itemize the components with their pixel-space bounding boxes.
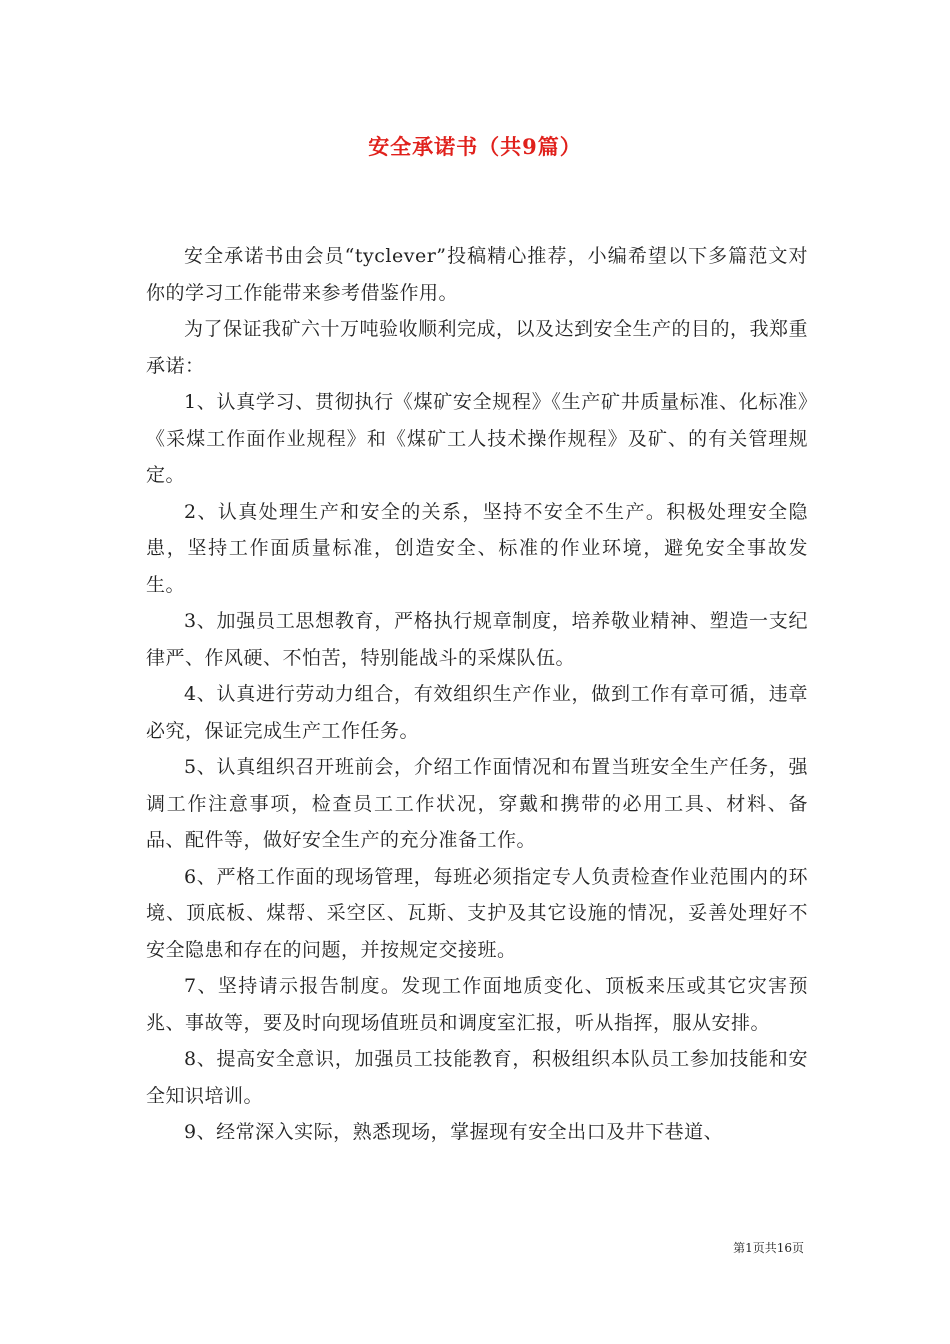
pledge-item-4: 4、认真进行劳动力组合，有效组织生产作业，做到工作有章可循，违章必究，保证完成生产工作任务。 [146, 683, 808, 742]
pledge-intro-paragraph: 为了保证我矿六十万吨验收顺利完成，以及达到安全生产的目的，我郑重承诺： [146, 318, 809, 377]
document-title: 安全承诺书（共9篇） [368, 134, 582, 159]
intro-paragraph: 安全承诺书由会员“tyclever”投稿精心推荐，小编希望以下多篇范文对你的学习工作能带来参考借鉴作用。 [146, 245, 808, 304]
document-body [146, 238, 808, 1151]
pledge-item-9: 9、经常深入实际，熟悉现场，掌握现有安全出口及井下巷道、 [184, 1121, 724, 1143]
pledge-item-5: 5、认真组织召开班前会，介绍工作面情况和布置当班安全生产任务，强调工作注意事项，检查员工工作状况，穿戴和携带的必用工具、材料、备品、配件等，做好安全生产的充分准备工作。 [146, 756, 808, 851]
page-number: 第1页共16页 [733, 1241, 804, 1255]
pledge-item-2: 2、认真处理生产和安全的关系，坚持不安全不生产。积极处理安全隐患，坚持工作面质量标准，创造安全、标准的作业环境，避免安全事故发生。 [146, 500, 808, 596]
pledge-item-8: 8、提高安全意识，加强员工技能教育，积极组织本队员工参加技能和安全知识培训。 [146, 1048, 808, 1107]
pledge-item-6: 6、严格工作面的现场管理，每班必须指定专人负责检查作业范围内的环境、顶底板、煤帮、采空区、瓦斯、支护及其它设施的情况，妥善处理好不安全隐患和存在的问题，并按规定交接班。 [146, 865, 808, 961]
pledge-item-7: 7、坚持请示报告制度。发现工作面地质变化、顶板来压或其它灾害预兆、事故等，要及时向现场值班员和调度室汇报，听从指挥，服从安排。 [146, 975, 808, 1034]
pledge-item-1: 1、认真学习、贯彻执行《煤矿安全规程》《生产矿井质量标准、化标准》《采煤工作面作业规程》和《煤矿工人技术操作规程》及矿、的有关管理规定。 [146, 391, 808, 486]
pledge-item-3: 3、加强员工思想教育，严格执行规章制度，培养敬业精神、塑造一支纪律严、作风硬、不怕苦，特别能战斗的采煤队伍。 [146, 610, 808, 669]
